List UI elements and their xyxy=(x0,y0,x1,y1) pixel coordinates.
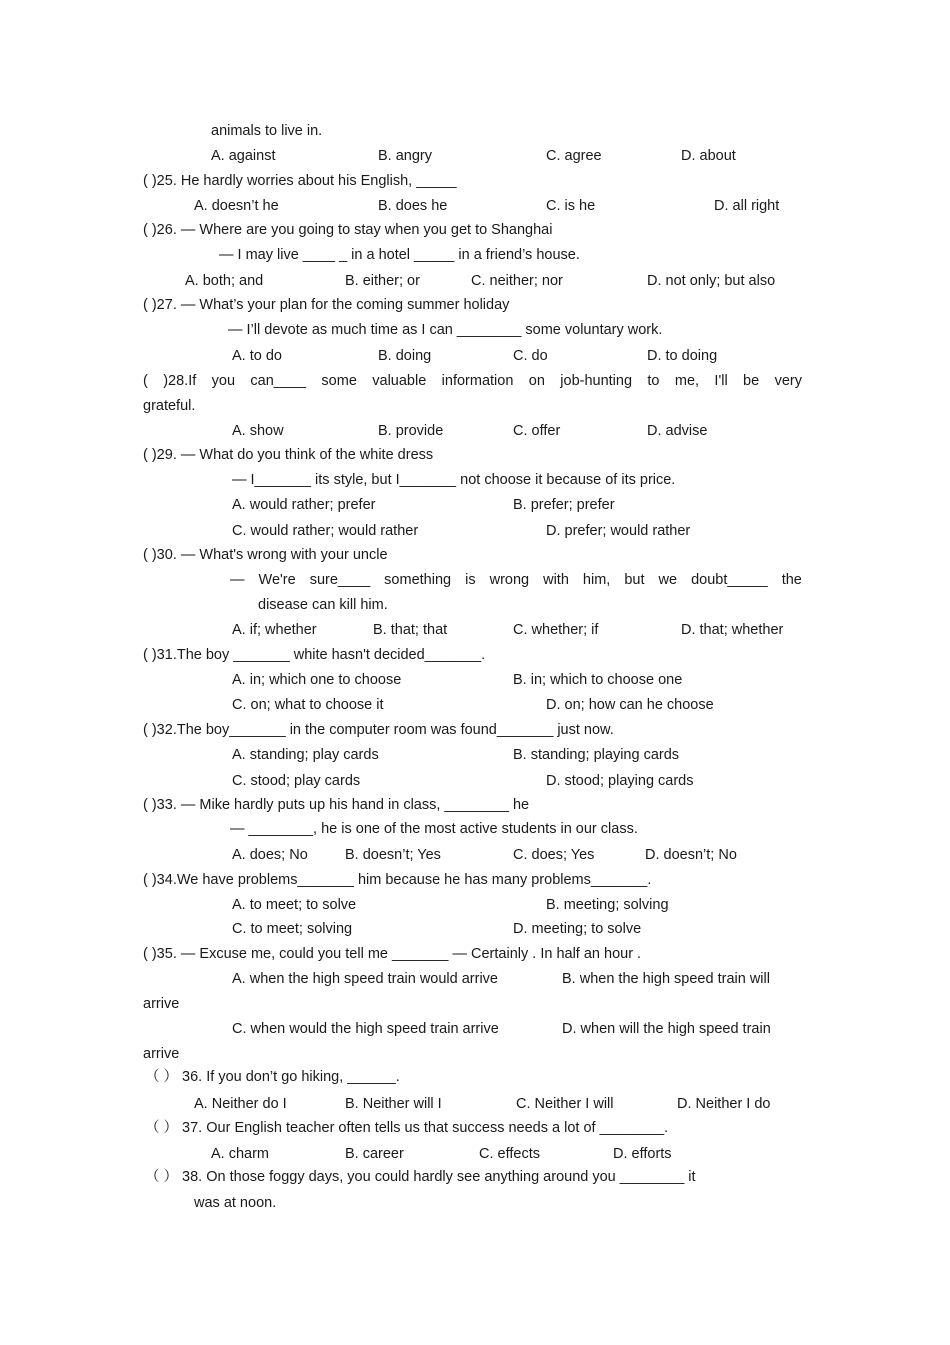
question-34: ( )34.We have problems_______ him because he has many problems_______. xyxy=(143,872,652,888)
option-a: A. would rather; prefer xyxy=(232,497,376,513)
question-27: ( )27. — What’s your plan for the coming summer holiday xyxy=(143,297,510,313)
question-38: （ ） 38. On those foggy days, you could hardly see anything around you ________ it xyxy=(145,1169,696,1185)
option-d: D. efforts xyxy=(613,1146,672,1162)
word: is xyxy=(465,572,476,588)
option-b: B. prefer; prefer xyxy=(513,497,615,513)
option-b: B. does he xyxy=(378,198,448,214)
option-c: C. do xyxy=(513,348,548,364)
option-c: C. agree xyxy=(546,148,602,164)
option-a: A. to meet; to solve xyxy=(232,897,357,913)
option-a: A. Neither do I xyxy=(194,1096,287,1112)
word: sure____ xyxy=(309,572,371,588)
option-c: C. to meet; solving xyxy=(232,921,353,937)
question-29: ( )29. — What do you think of the white dress xyxy=(143,447,434,463)
word: very xyxy=(774,373,802,389)
option-c: C. does; Yes xyxy=(513,847,595,863)
option-a: A. both; and xyxy=(185,273,264,289)
option-a: A. standing; play cards xyxy=(232,747,379,763)
option-d: D. to doing xyxy=(647,348,718,364)
question-25: ( )25. He hardly worries about his English, _____ xyxy=(143,173,457,189)
option-d: D. doesn’t; No xyxy=(645,847,737,863)
word: him, xyxy=(582,572,611,588)
option-b: B. standing; playing cards xyxy=(513,747,680,763)
question-31: ( )31.The boy _______ white hasn't decided_______. xyxy=(143,647,486,663)
option-d: D. stood; playing cards xyxy=(546,773,694,789)
word: but xyxy=(624,572,645,588)
option-a: A. when the high speed train would arrive xyxy=(232,971,498,987)
word: to xyxy=(647,373,660,389)
option-d: D. Neither I do xyxy=(677,1096,771,1112)
word: we xyxy=(658,572,678,588)
option-d: D. on; how can he choose xyxy=(546,697,714,713)
question-wrap: grateful. xyxy=(143,398,196,414)
question-36: （ ） 36. If you don’t go hiking, ______. xyxy=(145,1069,400,1085)
word: — xyxy=(230,572,245,588)
word: on xyxy=(528,373,545,389)
question-35: ( )35. — Excuse me, could you tell me _______ — Certainly . In half an hour . xyxy=(143,946,642,962)
word: wrong xyxy=(489,572,530,588)
question-26: ( )26. — Where are you going to stay when you get to Shanghai xyxy=(143,222,553,238)
option-c: C. stood; play cards xyxy=(232,773,361,789)
option-d: D. prefer; would rather xyxy=(546,523,691,539)
option-b: B. career xyxy=(345,1146,404,1162)
option-b: B. doesn’t; Yes xyxy=(345,847,441,863)
option-a: A. does; No xyxy=(232,847,308,863)
word: with xyxy=(543,572,569,588)
question-33: ( )33. — Mike hardly puts up his hand in class, ________ he xyxy=(143,797,530,813)
word: We're xyxy=(258,572,296,588)
option-b: B. that; that xyxy=(373,622,448,638)
option-a: A. doesn’t he xyxy=(194,198,279,214)
question-reply: — I’ll devote as much time as I can ________ some voluntary work. xyxy=(228,322,663,338)
option-c: C. Neither I will xyxy=(516,1096,614,1112)
word: valuable xyxy=(372,373,427,389)
option-b: B. in; which to choose one xyxy=(513,672,683,688)
word: something xyxy=(384,572,452,588)
word: some xyxy=(321,373,357,389)
word: ( xyxy=(143,373,148,389)
option-d: D. about xyxy=(681,148,736,164)
option-a: A. against xyxy=(211,148,276,164)
word: I'll xyxy=(714,373,728,389)
option-c: C. on; what to choose it xyxy=(232,697,384,713)
option-a: A. to do xyxy=(232,348,282,364)
question-reply: — I may live ____ _ in a hotel _____ in a friend’s house. xyxy=(219,247,580,263)
word: me, xyxy=(674,373,700,389)
option-c: C. whether; if xyxy=(513,622,599,638)
option-b: B. meeting; solving xyxy=(546,897,669,913)
option-b: B. doing xyxy=(378,348,432,364)
word: you xyxy=(211,373,236,389)
option-d: D. when will the high speed train xyxy=(562,1021,771,1037)
option-b: B. either; or xyxy=(345,273,420,289)
word: information xyxy=(441,373,514,389)
option-b: B. when the high speed train will xyxy=(562,971,770,987)
option-b: B. Neither will I xyxy=(345,1096,442,1112)
question-text: animals to live in. xyxy=(211,123,323,139)
option-wrap: arrive xyxy=(143,996,180,1012)
question-wrap: disease can kill him. xyxy=(258,597,388,613)
option-c: C. neither; nor xyxy=(471,273,563,289)
option-c: C. offer xyxy=(513,423,561,439)
option-d: D. advise xyxy=(647,423,708,439)
option-wrap: arrive xyxy=(143,1046,180,1062)
word: the xyxy=(781,572,802,588)
option-a: A. if; whether xyxy=(232,622,317,638)
question-32: ( )32.The boy_______ in the computer room was found_______ just now. xyxy=(143,722,614,738)
question-reply xyxy=(230,572,802,589)
word: be xyxy=(743,373,760,389)
option-a: A. in; which one to choose xyxy=(232,672,402,688)
option-c: C. when would the high speed train arrive xyxy=(232,1021,499,1037)
question-28 xyxy=(143,373,802,390)
question-reply: — ________, he is one of the most active students in our class. xyxy=(230,821,638,837)
option-c: C. effects xyxy=(479,1146,540,1162)
word: )28.If xyxy=(163,373,197,389)
option-d: D. all right xyxy=(714,198,780,214)
word: doubt_____ xyxy=(691,572,768,588)
option-c: C. is he xyxy=(546,198,596,214)
option-d: D. meeting; to solve xyxy=(513,921,642,937)
option-d: D. that; whether xyxy=(681,622,784,638)
option-b: B. provide xyxy=(378,423,444,439)
option-a: A. charm xyxy=(211,1146,270,1162)
option-d: D. not only; but also xyxy=(647,273,776,289)
question-reply: — I_______ its style, but I_______ not choose it because of its price. xyxy=(232,472,676,488)
option-a: A. show xyxy=(232,423,284,439)
word: can____ xyxy=(250,373,307,389)
question-wrap: was at noon. xyxy=(194,1195,277,1211)
option-c: C. would rather; would rather xyxy=(232,523,419,539)
option-b: B. angry xyxy=(378,148,432,164)
word: job-hunting xyxy=(560,373,633,389)
question-30: ( )30. — What's wrong with your uncle xyxy=(143,547,388,563)
question-37: （ ） 37. Our English teacher often tells us that success needs a lot of ________. xyxy=(145,1120,669,1136)
